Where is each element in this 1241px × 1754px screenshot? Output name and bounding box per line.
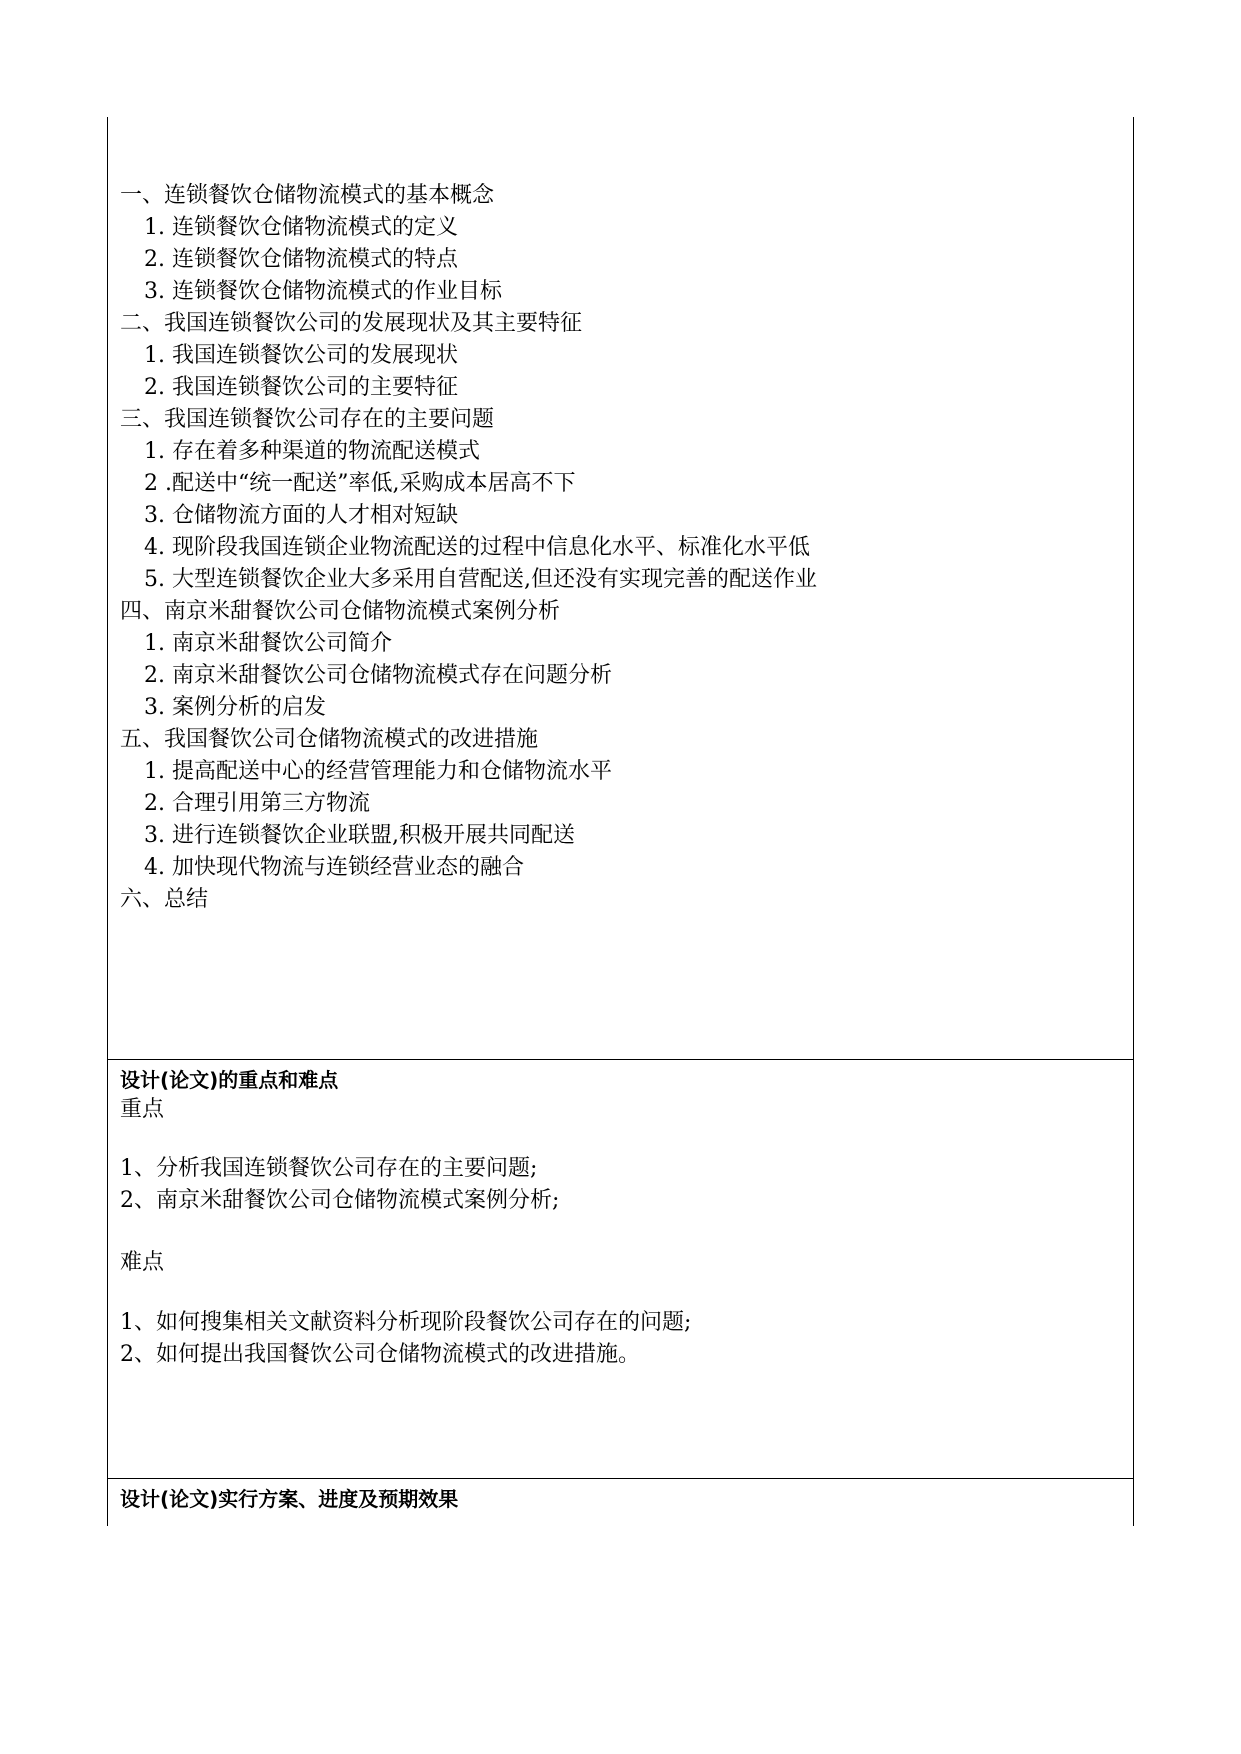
outline-item: 1. 存在着多种渠道的物流配送模式 bbox=[144, 439, 480, 464]
outline-item: 2. 南京米甜餐饮公司仓储物流模式存在问题分析 bbox=[144, 663, 612, 688]
outline-item: 2. 合理引用第三方物流 bbox=[144, 791, 370, 816]
section-title: 一、连锁餐饮仓储物流模式的基本概念 bbox=[120, 183, 495, 208]
focus-item: 2、南京米甜餐饮公司仓储物流模式案例分析; bbox=[120, 1188, 560, 1213]
outline-item: 1. 南京米甜餐饮公司简介 bbox=[144, 631, 392, 656]
outline-item: 3. 案例分析的启发 bbox=[144, 695, 326, 720]
focus-label: 重点 bbox=[120, 1097, 165, 1122]
outline-item: 4. 现阶段我国连锁企业物流配送的过程中信息化水平、标准化水平低 bbox=[144, 535, 810, 560]
outline-item: 4. 加快现代物流与连锁经营业态的融合 bbox=[144, 855, 524, 880]
outline-item: 1. 我国连锁餐饮公司的发展现状 bbox=[144, 343, 458, 368]
difficulty-item: 1、如何搜集相关文献资料分析现阶段餐饮公司存在的问题; bbox=[120, 1310, 692, 1335]
table-divider bbox=[107, 1478, 1134, 1479]
difficulty-label: 难点 bbox=[120, 1250, 165, 1275]
key-points-heading: 设计(论文)的重点和难点 bbox=[120, 1068, 339, 1092]
outline-item: 3. 进行连锁餐饮企业联盟,积极开展共同配送 bbox=[144, 823, 575, 848]
section-title: 三、我国连锁餐饮公司存在的主要问题 bbox=[120, 407, 495, 432]
focus-item: 1、分析我国连锁餐饮公司存在的主要问题; bbox=[120, 1156, 538, 1181]
outline-item: 2. 我国连锁餐饮公司的主要特征 bbox=[144, 375, 458, 400]
difficulty-item: 2、如何提出我国餐饮公司仓储物流模式的改进措施。 bbox=[120, 1342, 640, 1367]
outline-item: 3. 仓储物流方面的人才相对短缺 bbox=[144, 503, 458, 528]
outline-item: 5. 大型连锁餐饮企业大多采用自营配送,但还没有实现完善的配送作业 bbox=[144, 567, 817, 592]
outline-item: 1. 连锁餐饮仓储物流模式的定义 bbox=[144, 215, 458, 240]
section-title: 五、我国餐饮公司仓储物流模式的改进措施 bbox=[120, 727, 539, 752]
section-title: 二、我国连锁餐饮公司的发展现状及其主要特征 bbox=[120, 311, 583, 336]
plan-heading: 设计(论文)实行方案、进度及预期效果 bbox=[120, 1487, 459, 1511]
section-title: 四、南京米甜餐饮公司仓储物流模式案例分析 bbox=[120, 599, 561, 624]
outline-item: 3. 连锁餐饮仓储物流模式的作业目标 bbox=[144, 279, 502, 304]
outline-item: 2. 连锁餐饮仓储物流模式的特点 bbox=[144, 247, 458, 272]
table-divider bbox=[107, 1059, 1134, 1060]
section-title: 六、总结 bbox=[120, 887, 209, 912]
outline-item: 2 .配送中“统一配送”率低,采购成本居高不下 bbox=[144, 471, 576, 496]
outline-item: 1. 提高配送中心的经营管理能力和仓储物流水平 bbox=[144, 759, 612, 784]
